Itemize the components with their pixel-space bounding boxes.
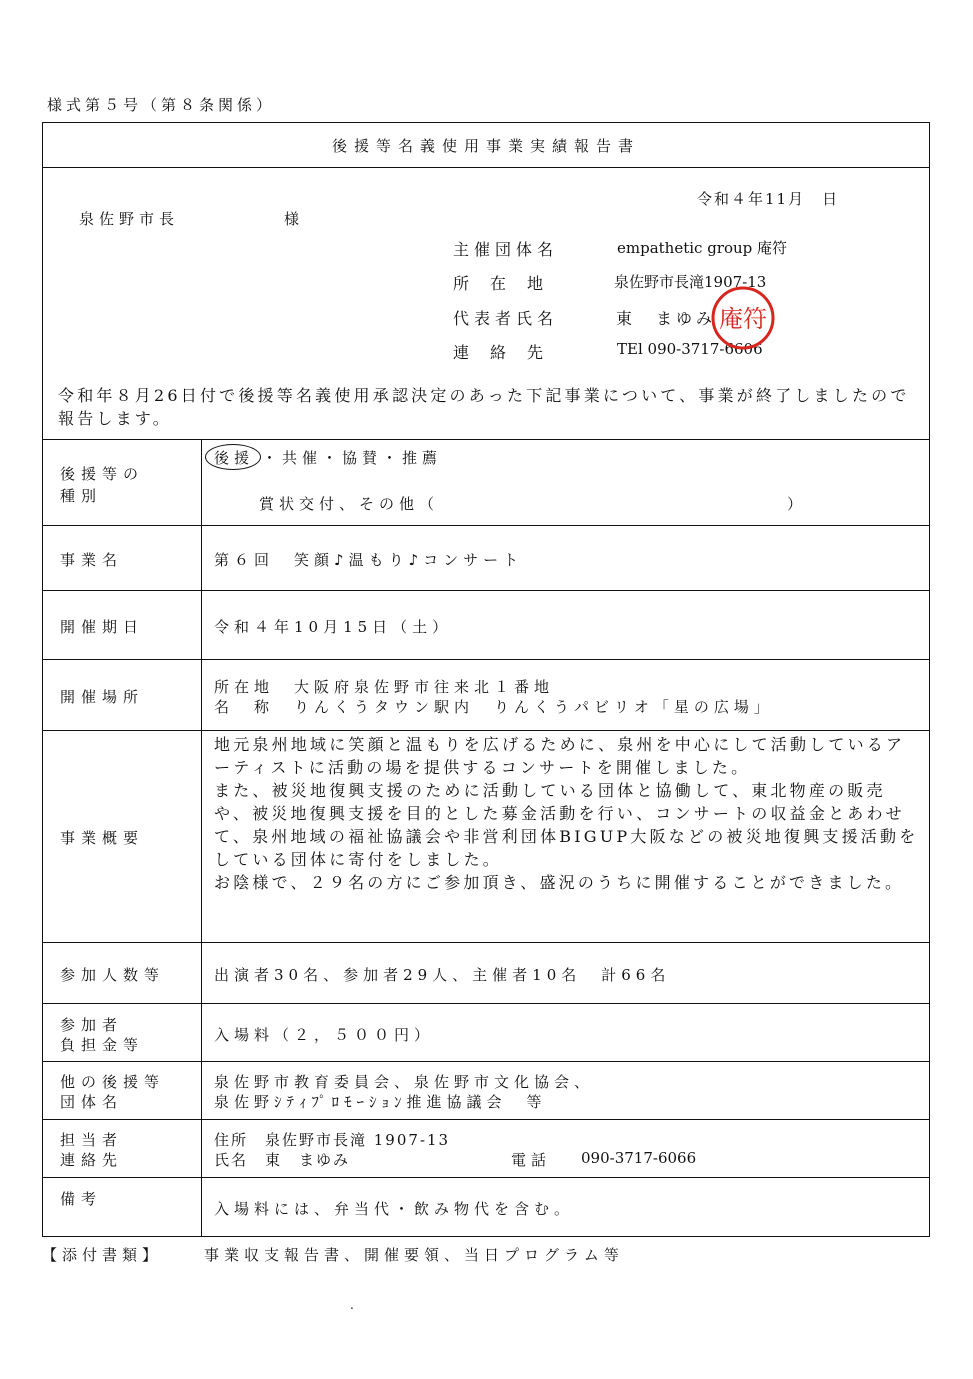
divider [42,439,930,440]
report-title: 後援等名義使用事業実績報告書 [331,137,640,155]
seal-text: 庵符 [719,305,767,333]
summary-paragraph-2: また、被災地復興支援のために活動している団体と協働して、東北物産の販売や、被災地復興支援を目的とした募金活動を行い、コンサートの収益金とあわせて、泉州地域の福祉協議会や非営利団体BIGUP大阪などの被災地復興支援活動をしている団体に寄付をしました。 [214,781,919,869]
contact-person-phone: 090-3717-6066 [581,1149,697,1167]
other-supporters-label-2: 団体名 [60,1093,124,1111]
contact-label: 連絡先 [453,343,565,362]
divider [42,1003,930,1004]
other-supporters-line-1: 泉佐野市教育委員会、泉佐野市文化協会、 [214,1073,595,1091]
location-value: 泉佐野市長滝1907-13 [614,273,767,291]
representative-name: 東 まゆみ [616,309,717,328]
other-supporters-label: 他の後援等 [60,1073,166,1091]
contact-person-name: 氏名 東 まゆみ [214,1151,351,1169]
event-date-value: 令和４年10月15日（土） [214,618,453,636]
divider [42,942,930,943]
support-type-label-2: 種別 [60,487,103,505]
form-number: 様式第５号（第８条関係） [47,96,276,114]
contact-person-label-2: 連絡先 [60,1151,124,1169]
summary-paragraph-3: お陰様で、２９名の方にご参加頂き、盛況のうちに開催することができました。 [214,873,905,892]
attachments-value: 事業収支報告書、開催要領、当日プログラム等 [204,1246,624,1264]
support-other-close: ） [787,495,803,513]
divider [42,659,930,660]
organizer-label: 主催団体名 [453,240,559,259]
fee-value: 入場料（２，５００円） [214,1026,435,1044]
support-options: ・共催・協賛・推薦 [262,449,443,467]
divider [42,167,930,168]
column-divider [201,439,202,1237]
event-date-label: 開催期日 [60,618,145,636]
report-date: 令和４年11月 日 [697,190,840,208]
divider [42,590,930,591]
event-name-label: 事業名 [60,551,124,569]
participants-label: 参加人数等 [60,966,166,984]
divider [42,1061,930,1062]
location-label: 所在地 [453,274,565,293]
contact-person-address: 住所 泉佐野市長滝 1907-13 [214,1131,451,1149]
divider [42,1119,930,1120]
summary-paragraph-1: 地元泉州地域に笑顔と温もりを広げるために、泉州を中心にして活動しているアーティストに活動の場を提供するコンサートを開催しました。 [214,735,906,777]
summary-label: 事業概要 [60,829,145,847]
support-other: 賞状交付、その他（ [259,495,440,513]
other-supporters-line-2: 泉佐野ｼﾃｨﾌﾟﾛﾓｰｼｮﾝ推進協議会 等 [214,1093,547,1111]
divider [42,730,930,731]
divider [42,1177,930,1178]
venue-name: 名 称 りんくうタウン駅内 りんくうパビリオ「星の広場」 [214,698,774,716]
support-option-selected: 後援 [214,449,255,467]
footer-mark: . [350,1298,354,1312]
fee-label: 参加者 [60,1016,124,1034]
summary-text [214,733,922,894]
addressee: 泉佐野市長 [79,210,180,228]
contact-value: TEl 090-3717-6606 [617,340,763,358]
venue-label: 開催場所 [60,688,145,706]
organizer-name: empathetic group 庵符 [617,239,788,257]
representative-label: 代表者氏名 [453,309,559,328]
seal-stamp [707,285,779,351]
remarks-label: 備考 [60,1190,103,1208]
event-name-value: 第６回 笑顔♪温もり♪コンサート [214,551,524,569]
participants-value: 出演者30名、参加者29人、主催者10名 計66名 [214,966,671,984]
divider [42,525,930,526]
addressee-suffix: 様 [284,210,300,228]
fee-label-2: 負担金等 [60,1036,145,1054]
contact-person-phone-label: 電話 [511,1151,552,1169]
venue-address: 所在地 大阪府泉佐野市往来北１番地 [214,678,555,696]
attachments-label: 【添付書類】 [42,1246,163,1264]
support-type-label: 後援等の [60,465,145,483]
remarks-value: 入場料には、弁当代・飲み物代を含む。 [214,1200,575,1218]
intro-text: 令和年８月26日付で後援等名義使用承認決定のあった下記事業について、事業が終了しましたので報告します。 [58,386,910,428]
contact-person-label: 担当者 [60,1131,124,1149]
